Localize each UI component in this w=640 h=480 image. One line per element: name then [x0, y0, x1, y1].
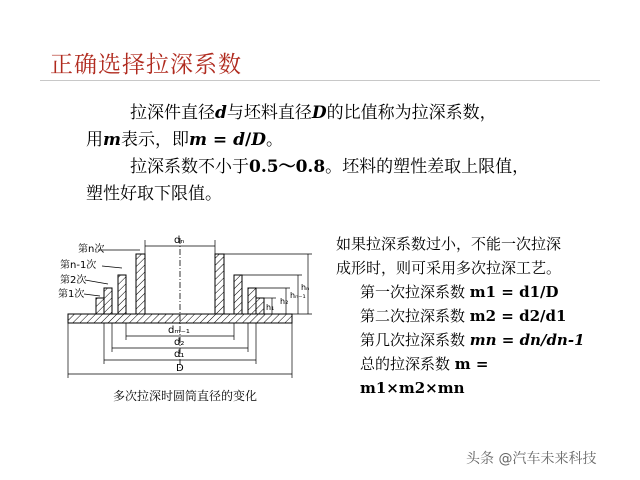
- symbol-D: D: [311, 103, 327, 123]
- formula-m1: m1 = d1/D: [469, 283, 559, 301]
- wall-right-1: [256, 298, 264, 314]
- drawing-diagram-svg: [40, 228, 320, 408]
- label-d1: d₁: [174, 349, 185, 360]
- label-n-minus-1: 第n-1次: [60, 260, 97, 271]
- label-dn: dₙ: [174, 235, 185, 246]
- intro-text: 的比值称为拉深系数，: [326, 103, 497, 123]
- figure-caption: 多次拉深时圆筒直径的变化: [113, 389, 258, 403]
- note-line-2: 成形时，则可采用多次拉深工艺。: [336, 259, 562, 277]
- multi-drawing-note: [336, 232, 585, 400]
- intro-text: 与坯料直径: [226, 103, 312, 123]
- symbol-d: d: [215, 103, 227, 123]
- intro-line-2: [86, 127, 529, 154]
- label-hn1: hₙ₋₁: [290, 291, 306, 300]
- note-line-3: [336, 280, 585, 304]
- label-first: 第1次: [58, 289, 85, 300]
- label-D: D: [176, 363, 184, 374]
- label-d2: d₂: [174, 337, 185, 348]
- note-line-1: 如果拉深系数过小，不能一次拉深: [336, 235, 562, 253]
- label-h2: h₂: [280, 297, 289, 306]
- label-hn: hₙ: [301, 283, 310, 292]
- note-text: 第二次拉深系数: [360, 307, 470, 325]
- page-title: 正确选择拉深系数: [50, 52, 242, 78]
- label-h1: h₁: [266, 303, 275, 312]
- intro-line-3: [86, 154, 529, 181]
- formula-total-m: m =: [454, 355, 489, 373]
- wall-right-n: [215, 254, 224, 314]
- intro-text: 。: [265, 130, 283, 150]
- multi-drawing-diagram: [40, 228, 320, 408]
- label-second: 第2次: [60, 275, 87, 286]
- wall-right-2: [248, 288, 256, 314]
- formula-m-eq-d: m = d: [189, 130, 245, 150]
- note-line-4: [336, 304, 585, 328]
- wall-left-n1: [118, 275, 126, 314]
- label-nth: 第n次: [78, 244, 105, 255]
- formula-m2: m2 = d2/d1: [469, 307, 567, 325]
- label-dm1: dₘ₋₁: [168, 325, 190, 336]
- formula-slash: /: [244, 130, 252, 150]
- intro-line-1: [86, 100, 529, 127]
- title-divider: [40, 80, 600, 81]
- intro-text: 用: [86, 130, 103, 150]
- note-line-7: [336, 376, 585, 400]
- note-line-6: [336, 352, 585, 376]
- intro-paragraph: [86, 100, 529, 208]
- note-text: 第一次拉深系数: [360, 283, 470, 301]
- wall-left-n: [136, 254, 145, 314]
- wall-left-1: [96, 298, 104, 314]
- intro-text: 拉深件直径: [130, 103, 215, 123]
- wall-right-n1: [234, 275, 242, 314]
- formula-mn: mn = dn/dn-1: [469, 331, 585, 349]
- symbol-D: D: [251, 130, 266, 150]
- note-text: 总的拉深系数: [360, 355, 455, 373]
- formula-product: m1×m2×mn: [360, 379, 465, 397]
- intro-text: 。坯料的塑性差取上限值，: [325, 157, 530, 177]
- source-watermark: 头条 @汽车未来科技: [466, 451, 597, 467]
- note-line-5: [336, 328, 585, 352]
- coefficient-range: 0.5～0.8: [249, 157, 326, 177]
- note-text: 第几次拉深系数: [360, 331, 470, 349]
- intro-text: 拉深系数不小于: [130, 157, 249, 177]
- intro-line-4: 塑性好取下限值。: [86, 184, 222, 204]
- wall-left-2: [104, 288, 112, 314]
- intro-text: 表示，即: [121, 130, 189, 150]
- symbol-m: m: [103, 130, 121, 150]
